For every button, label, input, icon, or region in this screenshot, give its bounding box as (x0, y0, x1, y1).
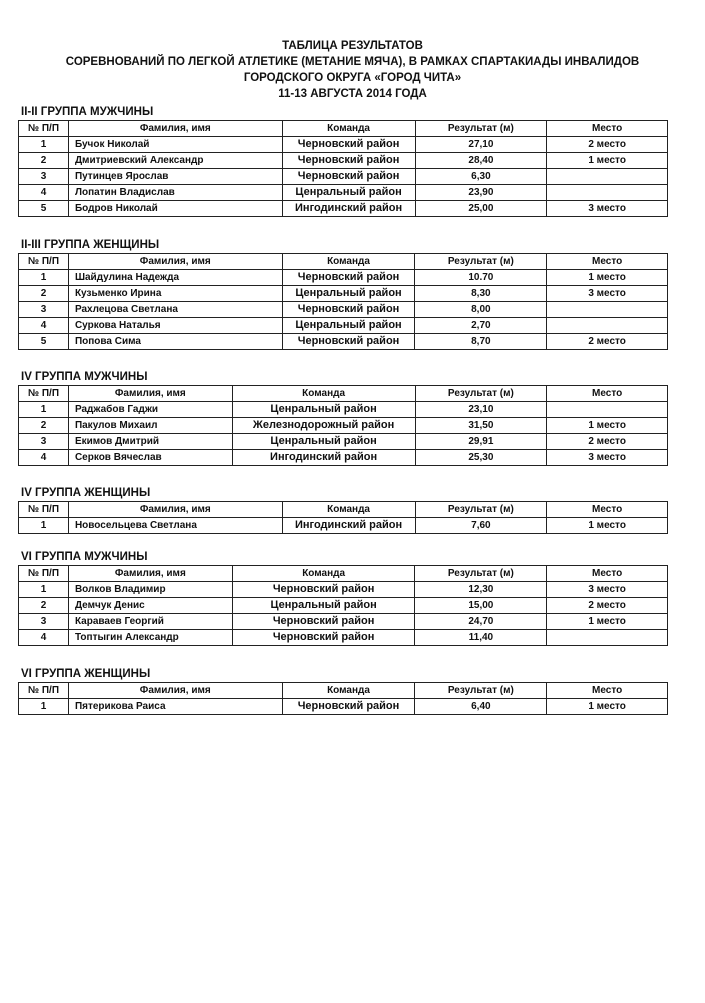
cell-num: 2 (19, 598, 69, 614)
table-row (19, 598, 668, 614)
cell-place: 2 место (547, 137, 668, 153)
section-title: IV ГРУППА ЖЕНЩИНЫ (21, 487, 151, 499)
cell-result: 11,40 (415, 630, 547, 646)
cell-num: 1 (19, 270, 69, 286)
cell-num: 3 (19, 614, 69, 630)
column-header-team: Команда (282, 254, 415, 270)
column-header-result: Результат (м) (415, 566, 547, 582)
cell-team: Черновский район (282, 270, 415, 286)
cell-place: 1 место (547, 614, 668, 630)
column-header-name: Фамилия, имя (68, 566, 232, 582)
cell-name: Раджабов Гаджи (68, 402, 232, 418)
cell-name: Топтыгин Александр (68, 630, 232, 646)
cell-num: 3 (19, 302, 69, 318)
results-table (18, 120, 668, 217)
table-row (19, 318, 668, 334)
cell-team: Черновский район (232, 582, 415, 598)
table-header-row (19, 566, 668, 582)
cell-place: 2 место (547, 598, 668, 614)
document-header (0, 38, 705, 102)
table-header-row (19, 502, 668, 518)
cell-place (547, 318, 668, 334)
header-title: ТАБЛИЦА РЕЗУЛЬТАТОВ (282, 40, 423, 52)
results-section (18, 550, 668, 646)
cell-name: Пакулов Михаил (68, 418, 232, 434)
table-header-row (19, 683, 668, 699)
column-header-place: Место (547, 502, 668, 518)
cell-name: Екимов Дмитрий (68, 434, 232, 450)
cell-result: 8,70 (415, 334, 547, 350)
cell-result: 28,40 (415, 153, 547, 169)
cell-name: Бодров Николай (68, 201, 282, 217)
table-row (19, 582, 668, 598)
cell-team: Черновский район (282, 169, 415, 185)
table-row (19, 418, 668, 434)
table-row (19, 434, 668, 450)
cell-num: 4 (19, 450, 69, 466)
cell-num: 1 (19, 402, 69, 418)
cell-place (547, 169, 668, 185)
table-header-row (19, 121, 668, 137)
results-table (18, 565, 668, 646)
table-row (19, 518, 668, 534)
cell-result: 24,70 (415, 614, 547, 630)
cell-name: Дмитриевский Александр (68, 153, 282, 169)
column-header-place: Место (547, 683, 668, 699)
table-row (19, 334, 668, 350)
cell-team: Ценральный район (282, 318, 415, 334)
cell-result: 23,90 (415, 185, 547, 201)
cell-result: 6,40 (415, 699, 547, 715)
cell-num: 4 (19, 630, 69, 646)
results-section (18, 105, 668, 217)
column-header-place: Место (547, 121, 668, 137)
cell-team: Ценральный район (232, 402, 415, 418)
cell-name: Бучок Николай (68, 137, 282, 153)
table-row (19, 450, 668, 466)
cell-name: Попова Сима (68, 334, 282, 350)
cell-name: Новосельцева Светлана (68, 518, 282, 534)
results-section (18, 370, 668, 466)
results-table (18, 501, 668, 534)
cell-team: Ценральный район (282, 185, 415, 201)
cell-team: Черновский район (232, 614, 415, 630)
cell-result: 7,60 (415, 518, 547, 534)
results-section (18, 238, 668, 350)
results-section (18, 667, 668, 715)
cell-place: 3 место (547, 450, 668, 466)
cell-place: 2 место (547, 334, 668, 350)
column-header-team: Команда (232, 566, 415, 582)
column-header-num: № П/П (19, 386, 69, 402)
column-header-team: Команда (282, 121, 415, 137)
cell-place: 1 место (547, 699, 668, 715)
cell-team: Черновский район (282, 699, 415, 715)
cell-team: Железнодорожный район (232, 418, 415, 434)
section-title: VI ГРУППА МУЖЧИНЫ (21, 551, 148, 563)
header-subtitle: СОРЕВНОВАНИЙ ПО ЛЕГКОЙ АТЛЕТИКЕ (МЕТАНИЕ МЯЧА), В РАМКАХ СПАРТАКИАДЫ ИНВАЛИДОВ (65, 56, 640, 68)
column-header-team: Команда (232, 386, 415, 402)
table-row (19, 402, 668, 418)
cell-result: 29,91 (415, 434, 547, 450)
column-header-place: Место (547, 566, 668, 582)
cell-place (547, 630, 668, 646)
cell-result: 2,70 (415, 318, 547, 334)
cell-name: Пятерикова Раиса (68, 699, 282, 715)
cell-result: 27,10 (415, 137, 547, 153)
cell-result: 31,50 (415, 418, 547, 434)
cell-name: Кузьменко Ирина (68, 286, 282, 302)
cell-team: Черновский район (282, 334, 415, 350)
cell-place (547, 302, 668, 318)
cell-team: Черновский район (232, 630, 415, 646)
column-header-num: № П/П (19, 254, 69, 270)
table-row (19, 699, 668, 715)
cell-num: 4 (19, 185, 69, 201)
cell-result: 15,00 (415, 598, 547, 614)
cell-name: Шайдулина Надежда (68, 270, 282, 286)
section-title: II-III ГРУППА ЖЕНЩИНЫ (21, 239, 160, 251)
cell-num: 2 (19, 286, 69, 302)
table-row (19, 153, 668, 169)
cell-team: Ценральный район (232, 598, 415, 614)
column-header-result: Результат (м) (415, 254, 547, 270)
results-table (18, 682, 668, 715)
column-header-place: Место (547, 386, 668, 402)
cell-place: 1 место (547, 270, 668, 286)
cell-place: 1 место (547, 418, 668, 434)
cell-num: 3 (19, 434, 69, 450)
column-header-num: № П/П (19, 683, 69, 699)
column-header-name: Фамилия, имя (68, 502, 282, 518)
section-title: II-II ГРУППА МУЖЧИНЫ (21, 106, 154, 118)
table-row (19, 286, 668, 302)
results-section (18, 486, 668, 534)
column-header-num: № П/П (19, 502, 69, 518)
cell-place: 3 место (547, 201, 668, 217)
cell-result: 23,10 (415, 402, 547, 418)
cell-name: Караваев Георгий (68, 614, 232, 630)
column-header-result: Результат (м) (415, 502, 547, 518)
cell-num: 5 (19, 201, 69, 217)
cell-name: Волков Владимир (68, 582, 232, 598)
cell-num: 1 (19, 699, 69, 715)
cell-place: 2 место (547, 434, 668, 450)
cell-name: Путинцев Ярослав (68, 169, 282, 185)
cell-result: 8,30 (415, 286, 547, 302)
cell-result: 12,30 (415, 582, 547, 598)
cell-num: 1 (19, 518, 69, 534)
table-row (19, 201, 668, 217)
column-header-place: Место (547, 254, 668, 270)
table-row (19, 185, 668, 201)
cell-team: Черновский район (282, 137, 415, 153)
table-header-row (19, 386, 668, 402)
column-header-result: Результат (м) (415, 386, 547, 402)
cell-num: 3 (19, 169, 69, 185)
cell-name: Серков Вячеслав (68, 450, 232, 466)
cell-place: 3 место (547, 582, 668, 598)
cell-name: Суркова Наталья (68, 318, 282, 334)
column-header-name: Фамилия, имя (68, 254, 282, 270)
table-row (19, 302, 668, 318)
cell-num: 2 (19, 153, 69, 169)
cell-place: 1 место (547, 518, 668, 534)
cell-team: Черновский район (282, 153, 415, 169)
cell-place: 1 место (547, 153, 668, 169)
column-header-name: Фамилия, имя (68, 386, 232, 402)
cell-result: 10.70 (415, 270, 547, 286)
cell-name: Лопатин Владислав (68, 185, 282, 201)
table-header-row (19, 254, 668, 270)
cell-name: Демчук Денис (68, 598, 232, 614)
section-title: IV ГРУППА МУЖЧИНЫ (21, 371, 148, 383)
column-header-result: Результат (м) (415, 121, 547, 137)
section-title: VI ГРУППА ЖЕНЩИНЫ (21, 668, 151, 680)
cell-num: 1 (19, 582, 69, 598)
column-header-name: Фамилия, имя (68, 683, 282, 699)
column-header-result: Результат (м) (415, 683, 547, 699)
results-table (18, 385, 668, 466)
cell-result: 8,00 (415, 302, 547, 318)
cell-num: 5 (19, 334, 69, 350)
cell-team: Ингодинский район (232, 450, 415, 466)
cell-team: Ценральный район (282, 286, 415, 302)
table-row (19, 614, 668, 630)
cell-result: 6,30 (415, 169, 547, 185)
cell-place: 3 место (547, 286, 668, 302)
table-row (19, 630, 668, 646)
column-header-name: Фамилия, имя (68, 121, 282, 137)
column-header-team: Команда (282, 502, 415, 518)
cell-place (547, 185, 668, 201)
cell-num: 4 (19, 318, 69, 334)
column-header-team: Команда (282, 683, 415, 699)
cell-team: Ингодинский район (282, 518, 415, 534)
results-table (18, 253, 668, 350)
cell-team: Черновский район (282, 302, 415, 318)
header-organization: ГОРОДСКОГО ОКРУГА «ГОРОД ЧИТА» (243, 72, 462, 84)
cell-team: Ингодинский район (282, 201, 415, 217)
cell-num: 1 (19, 137, 69, 153)
table-row (19, 169, 668, 185)
cell-result: 25,30 (415, 450, 547, 466)
column-header-num: № П/П (19, 566, 69, 582)
cell-place (547, 402, 668, 418)
cell-result: 25,00 (415, 201, 547, 217)
cell-name: Рахлецова Светлана (68, 302, 282, 318)
table-row (19, 137, 668, 153)
column-header-num: № П/П (19, 121, 69, 137)
cell-num: 2 (19, 418, 69, 434)
cell-team: Ценральный район (232, 434, 415, 450)
header-dates: 11-13 АВГУСТА 2014 ГОДА (278, 88, 427, 100)
table-row (19, 270, 668, 286)
